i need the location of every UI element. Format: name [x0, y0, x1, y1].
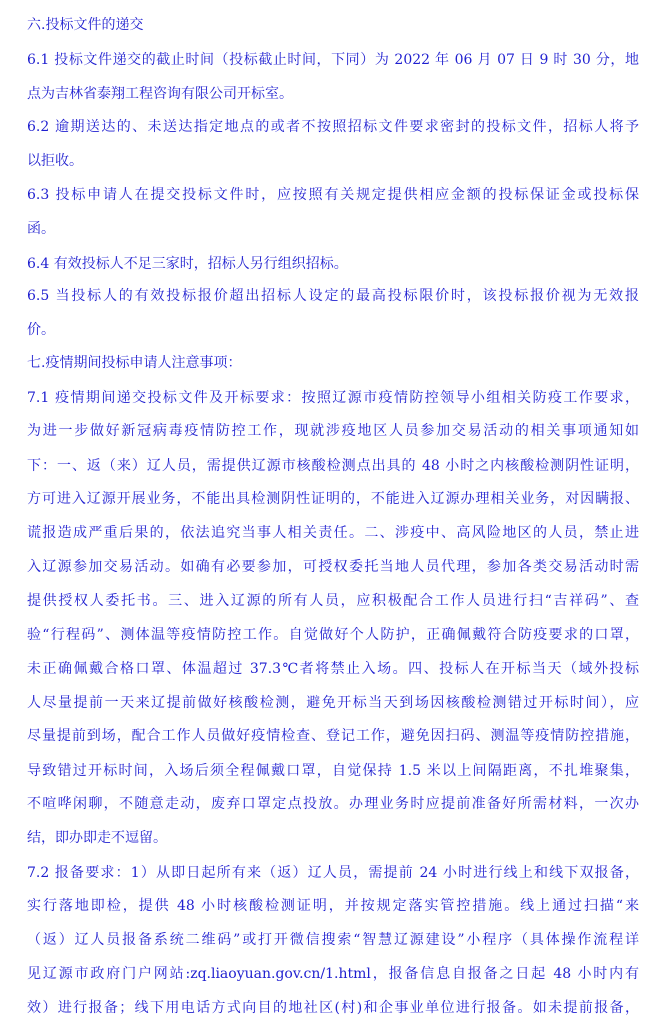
paragraph-6-3-line-1: 6.3 投标申请人在提交投标文件时，应按照有关规定提供相应金额的投标保证金或投标保 [27, 187, 639, 203]
paragraph-6-5-line-2: 价。 [27, 322, 55, 338]
paragraph-7-1-line-10: 人尽量提前一天来辽提前做好核酸检测，避免开标当天到场因核酸检测错过开标时间），应 [27, 695, 639, 711]
paragraph-6-3-line-2: 函。 [27, 221, 55, 237]
paragraph-7-1-line-7: 提供授权人委托书。三、进入辽源的所有人员，应积极配合工作人员进行扫“吉祥码”、查 [27, 593, 639, 609]
paragraph-7-1-line-2: 为进一步做好新冠病毒疫情防控工作，现就涉疫地区人员参加交易活动的相关事项通知如 [27, 423, 639, 439]
paragraph-6-4: 6.4 有效投标人不足三家时，招标人另行组织招标。 [27, 256, 348, 272]
paragraph-7-1-line-1: 7.1 疫情期间递交投标文件及开标要求：按照辽源市疫情防控领导小组相关防疫工作要求， [27, 390, 639, 406]
paragraph-7-1-line-6: 入辽源参加交易活动。如确有必要参加，可授权委托当地人员代理，参加各类交易活动时需 [27, 559, 639, 575]
paragraph-7-2-line-3: （返）辽人员报备系统二维码”或打开微信搜索“智慧辽源建设”小程序（具体操作流程详 [27, 932, 639, 948]
paragraph-7-1-line-11: 尽量提前到场，配合工作人员做好疫情检查、登记工作，避免因扫码、测温等疫情防控措施， [27, 728, 639, 744]
paragraph-7-1-line-3: 下：一、返（来）辽人员，需提供辽源市核酸检测点出具的 48 小时之内核酸检测阴性证明， [27, 458, 639, 474]
paragraph-7-1-line-5: 谎报造成严重后果的，依法追究当事人相关责任。二、涉疫中、高风险地区的人员，禁止进 [27, 525, 639, 541]
paragraph-7-2-line-4: 见辽源市政府门户网站:zq.liaoyuan.gov.cn/1.html，报备信息自报备之日起 48 小时内有 [27, 966, 639, 982]
section-heading-7: 七.疫情期间投标申请人注意事项： [27, 355, 242, 371]
paragraph-7-1-line-4: 方可进入辽源开展业务，不能出具检测阴性证明的，不能进入辽源办理相关业务，对因瞒报、 [27, 491, 639, 507]
paragraph-7-2-line-5: 效）进行报备；线下用电话方式向目的地社区(村)和企事业单位进行报备。如未提前报备， [27, 1000, 639, 1016]
paragraph-6-2-line-2: 以拒收。 [27, 153, 83, 169]
paragraph-6-1-line-2: 点为吉林省泰翔工程咨询有限公司开标室。 [27, 86, 293, 102]
paragraph-6-2-line-1: 6.2 逾期送达的、未送达指定地点的或者不按照招标文件要求密封的投标文件，招标人将予 [27, 119, 639, 135]
paragraph-7-1-line-12: 导致错过开标时间，入场后须全程佩戴口罩，自觉保持 1.5 米以上间隔距离，不扎堆聚集， [27, 763, 639, 779]
paragraph-7-1-line-8: 验“行程码”、测体温等疫情防控工作。自觉做好个人防护，正确佩戴符合防疫要求的口罩， [27, 627, 639, 643]
section-heading-6: 六.投标文件的递交 [27, 17, 144, 33]
paragraph-7-2-line-1: 7.2 报备要求：1）从即日起所有来（返）辽人员，需提前 24 小时进行线上和线下双报备， [27, 865, 639, 881]
paragraph-6-1-line-1: 6.1 投标文件递交的截止时间（投标截止时间，下同）为 2022 年 06 月 07 日 9 时 30 分，地 [27, 52, 639, 68]
paragraph-6-5-line-1: 6.5 当投标人的有效投标报价超出招标人设定的最高投标限价时，该投标报价视为无效报 [27, 288, 639, 304]
paragraph-7-1-line-14: 结，即办即走不逗留。 [27, 830, 167, 846]
paragraph-7-2-line-2: 实行落地即检，提供 48 小时核酸检测证明，并按规定落实管控措施。线上通过扫描“来 [27, 898, 639, 914]
paragraph-7-1-line-9: 未正确佩戴合格口罩、体温超过 37.3℃者将禁止入场。四、投标人在开标当天（域外投标 [27, 661, 639, 677]
paragraph-7-1-line-13: 不喧哗闲聊，不随意走动，废弃口罩定点投放。办理业务时应提前准备好所需材料，一次办 [27, 796, 639, 812]
